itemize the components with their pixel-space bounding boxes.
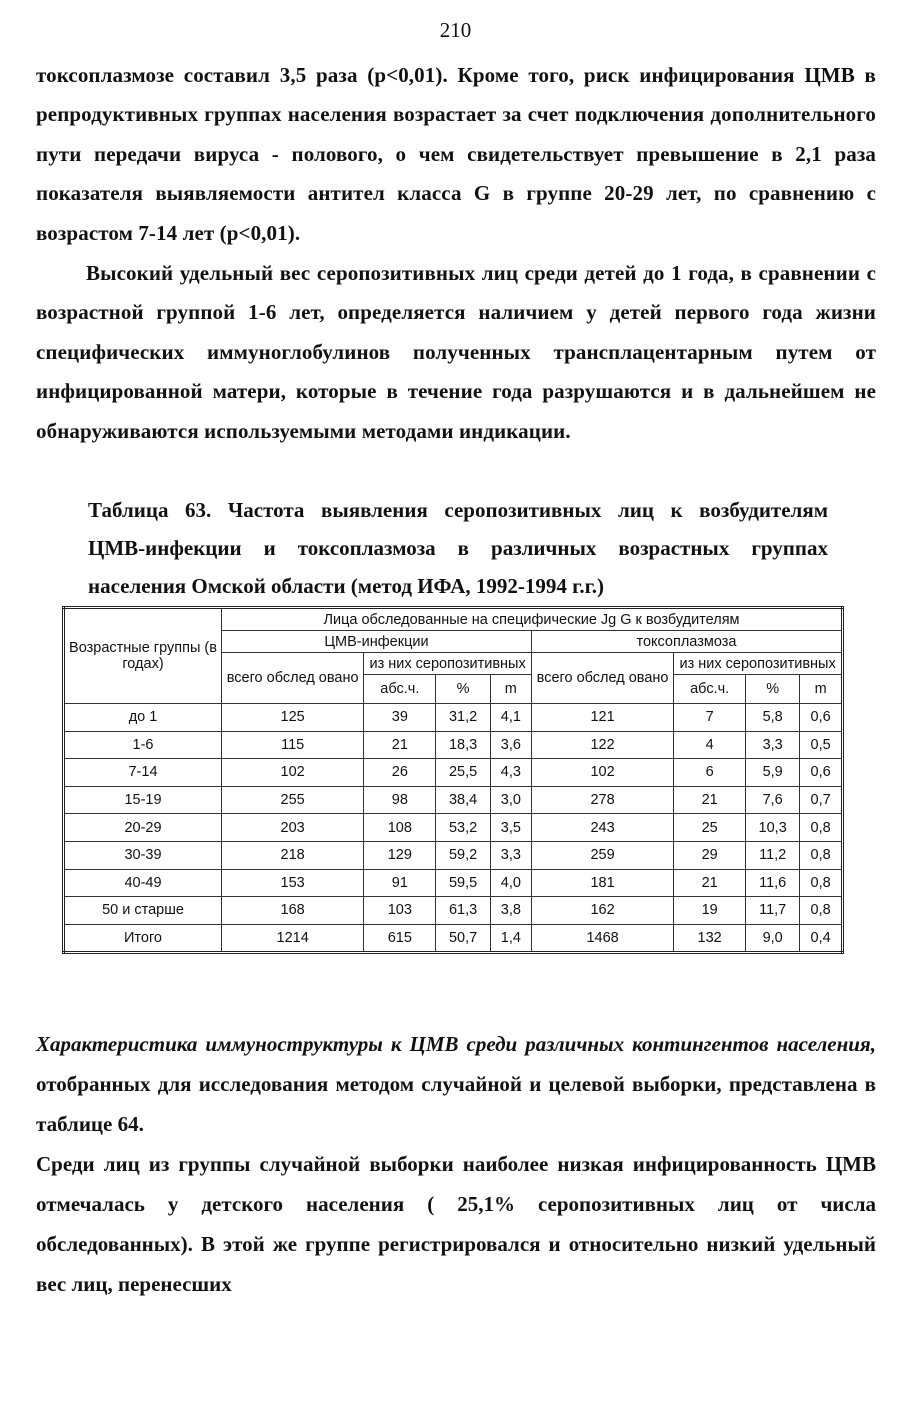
cmv-total-examined-header: всего обслед овано (222, 653, 364, 704)
table-cell-t-m: 0,8 (800, 814, 843, 842)
examined-persons-header: Лица обследованные на специфические Jg G к возбудителям (222, 608, 843, 631)
table-cell-t-total: 122 (531, 731, 673, 759)
table-row (64, 759, 843, 787)
table-cell-c-pct: 25,5 (436, 759, 490, 787)
table-cell-age: 40-49 (64, 869, 222, 897)
table-cell-c-abs: 39 (364, 704, 436, 732)
table-cell-t-pct: 3,3 (746, 731, 800, 759)
table-cell-t-pct: 9,0 (746, 924, 800, 953)
table-cell-t-pct: 7,6 (746, 786, 800, 814)
cmv-pct-header: % (436, 675, 490, 704)
seropositivity-table (62, 606, 844, 954)
table-cell-t-m: 0,5 (800, 731, 843, 759)
table-cell-c-pct: 31,2 (436, 704, 490, 732)
cmv-m-header: m (490, 675, 531, 704)
table-cell-c-total: 168 (222, 897, 364, 925)
table-cell-c-pct: 61,3 (436, 897, 490, 925)
table-cell-t-pct: 11,7 (746, 897, 800, 925)
page-number: 210 (439, 18, 472, 42)
table-cell-t-abs: 4 (674, 731, 746, 759)
table-cell-age: 20-29 (64, 814, 222, 842)
table-cell-t-pct: 11,2 (746, 841, 800, 869)
table-cell-t-total: 1468 (531, 924, 673, 953)
table-row (64, 814, 843, 842)
table-cell-c-m: 3,3 (490, 841, 531, 869)
cmv-group-header: ЦМВ-инфекции (222, 631, 532, 653)
table-row (64, 924, 843, 953)
caption-line-1: Таблица 63. Частота выявления серопозитивных лиц к возбудителям (88, 498, 828, 522)
table-cell-c-pct: 59,5 (436, 869, 490, 897)
table-cell-age: 30-39 (64, 841, 222, 869)
table-body (64, 704, 843, 953)
paragraph-seropositive-infants: Высокий удельный вес серопозитивных лиц среди детей до 1 года, в сравнении с возрастной группой 1-6 лет, определяется наличием у детей первого года жизни специфических иммуноглобулинов полученных трансплацентарным путем от инфицированной матери, которые в течение года разрушаются и в дальнейшем не обнаруживаются используемыми методами индикации. (36, 261, 876, 443)
table-row (64, 869, 843, 897)
caption-line-2: ЦМВ-инфекции и токсоплазмоза в различных возрастных группах (88, 536, 828, 560)
table-cell-c-pct: 18,3 (436, 731, 490, 759)
table-cell-t-total: 259 (531, 841, 673, 869)
table-cell-t-m: 0,7 (800, 786, 843, 814)
table-cell-t-abs: 19 (674, 897, 746, 925)
table-cell-t-total: 162 (531, 897, 673, 925)
table-cell-t-abs: 25 (674, 814, 746, 842)
table-cell-c-abs: 108 (364, 814, 436, 842)
cmv-seropositive-header: из них серопозитивных (364, 653, 532, 675)
table-row (64, 897, 843, 925)
toxo-seropositive-header: из них серопозитивных (674, 653, 843, 675)
table-cell-t-m: 0,8 (800, 841, 843, 869)
table-cell-age: Итого (64, 924, 222, 953)
table-cell-c-abs: 91 (364, 869, 436, 897)
table-cell-age: до 1 (64, 704, 222, 732)
table-cell-t-abs: 6 (674, 759, 746, 787)
table-cell-c-total: 255 (222, 786, 364, 814)
table-row (64, 786, 843, 814)
table-cell-t-abs: 21 (674, 869, 746, 897)
table-cell-age: 7-14 (64, 759, 222, 787)
table-cell-c-pct: 59,2 (436, 841, 490, 869)
table-cell-t-m: 0,4 (800, 924, 843, 953)
table-cell-c-pct: 53,2 (436, 814, 490, 842)
age-group-header: Возрастные группы (в годах) (64, 608, 222, 704)
table-cell-c-m: 4,0 (490, 869, 531, 897)
table-row (64, 731, 843, 759)
table-cell-t-total: 102 (531, 759, 673, 787)
table-cell-t-pct: 5,9 (746, 759, 800, 787)
table-cell-c-m: 3,0 (490, 786, 531, 814)
table-cell-c-abs: 103 (364, 897, 436, 925)
table-cell-c-total: 1214 (222, 924, 364, 953)
table-cell-c-total: 203 (222, 814, 364, 842)
table-cell-t-pct: 5,8 (746, 704, 800, 732)
table-row (64, 704, 843, 732)
table-cell-c-total: 125 (222, 704, 364, 732)
table-cell-c-m: 4,1 (490, 704, 531, 732)
table-cell-t-abs: 132 (674, 924, 746, 953)
table-cell-c-abs: 615 (364, 924, 436, 953)
table-cell-c-total: 115 (222, 731, 364, 759)
table-caption (88, 491, 828, 605)
table-cell-age: 50 и старше (64, 897, 222, 925)
table-cell-t-abs: 7 (674, 704, 746, 732)
table-cell-c-total: 153 (222, 869, 364, 897)
table-cell-t-pct: 11,6 (746, 869, 800, 897)
table-cell-t-total: 181 (531, 869, 673, 897)
table-cell-c-m: 4,3 (490, 759, 531, 787)
table-cell-t-m: 0,8 (800, 897, 843, 925)
table-cell-t-m: 0,8 (800, 869, 843, 897)
toxo-abs-header: абс.ч. (674, 675, 746, 704)
toxo-pct-header: % (746, 675, 800, 704)
table-cell-c-m: 3,5 (490, 814, 531, 842)
paragraph-immunostructure-rest: отобранных для исследования методом случайной и целевой выборки, представлена в таблице 64. (36, 1072, 876, 1136)
table-cell-t-abs: 29 (674, 841, 746, 869)
table-cell-c-m: 3,6 (490, 731, 531, 759)
table-cell-t-total: 278 (531, 786, 673, 814)
table-cell-c-abs: 98 (364, 786, 436, 814)
table-cell-c-abs: 26 (364, 759, 436, 787)
table-cell-c-pct: 50,7 (436, 924, 490, 953)
caption-line-3: населения Омской области (метод ИФА, 1992-1994 г.г.) (88, 574, 604, 598)
table-cell-t-pct: 10,3 (746, 814, 800, 842)
table-cell-c-m: 3,8 (490, 897, 531, 925)
table-row (64, 841, 843, 869)
table-cell-t-m: 0,6 (800, 759, 843, 787)
table-cell-t-total: 121 (531, 704, 673, 732)
table-cell-age: 1-6 (64, 731, 222, 759)
table-cell-c-m: 1,4 (490, 924, 531, 953)
table-cell-c-abs: 129 (364, 841, 436, 869)
table-cell-c-pct: 38,4 (436, 786, 490, 814)
table-cell-t-m: 0,6 (800, 704, 843, 732)
table-cell-c-total: 102 (222, 759, 364, 787)
toxo-m-header: m (800, 675, 843, 704)
table-cell-t-total: 243 (531, 814, 673, 842)
table-cell-c-total: 218 (222, 841, 364, 869)
paragraph-continuation: токсоплазмозе составил 3,5 раза (р<0,01). Кроме того, риск инфицирования ЦМВ в репродуктивных группах населения возрастает за счет подключения дополнительного пути передачи вируса - полового, о чем свидетельствует превышение в 2,1 раза показателя выявляемости антител класса G в группе 20-29 лет, по сравнению с возрастом 7-14 лет (р<0,01). (36, 63, 876, 245)
toxo-total-examined-header: всего обслед овано (531, 653, 673, 704)
table-cell-t-abs: 21 (674, 786, 746, 814)
table-cell-c-abs: 21 (364, 731, 436, 759)
toxoplasmosis-group-header: токсоплазмоза (531, 631, 842, 653)
paragraph-immunostructure (36, 1024, 876, 1144)
paragraph-random-sample: Среди лиц из группы случайной выборки наиболее низкая инфицированность ЦМВ отмечалась у детского населения ( 25,1% серопозитивных лиц от числа обследованных). В этой же группе регистрировался и относительно низкий удельный вес лиц, перенесших (36, 1152, 876, 1296)
paragraph-immunostructure-italic: Характеристика иммуноструктуры к ЦМВ среди различных контингентов населения, (36, 1032, 876, 1056)
table-cell-age: 15-19 (64, 786, 222, 814)
cmv-abs-header: абс.ч. (364, 675, 436, 704)
table-63 (62, 606, 844, 954)
